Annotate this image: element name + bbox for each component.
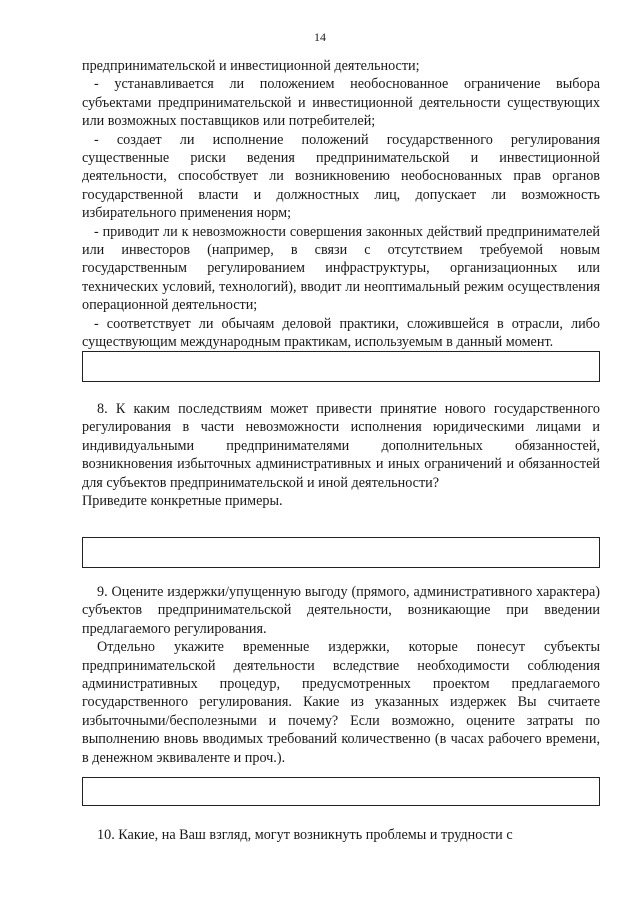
question-9-text-2: Отдельно укажите временные издержки, которые понесут субъекты предпринимательской деятельности вследствие необходимости соблюдения административных процедур, предусмотренных проектом предлагаемого государственного регулирования. Какие из указанных издержек Вы считаете избыточными/бесполезными и почему? Если возможно, оцените затраты по выполнению вновь вводимых требований количественно (в часах рабочего времени, в денежном эквиваленте и проч.). — [82, 639, 600, 766]
question-10 — [82, 826, 600, 844]
criteria-item: - приводит ли к невозможности совершения законных действий предпринимателей или инвесторов (например, в связи с отсутствием требуемой новым государственным регулированием инфраструктуры, организационных или технических условий, технологий), вводит ли неоптимальный режим осуществления операционной деятельности; — [82, 223, 600, 314]
criteria-item: - соответствует ли обычаям деловой практики, сложившейся в отрасли, либо существующим международным практикам, используемым в данный момент. — [82, 315, 600, 351]
question-8-note: Приведите конкретные примеры. — [82, 493, 283, 510]
criteria-item: - устанавливается ли положением необоснованное ограничение выбора субъектами предпринимательской и инвестиционной деятельности существующих или возможных поставщиков или потребителей; — [82, 76, 600, 130]
question-9-text: 9. Оцените издержки/упущенную выгоду (прямого, административного характера) субъектов предпринимательской деятельности, возникающие при введении предлагаемого регулирования. — [82, 584, 600, 637]
criteria-line: предпринимательской и инвестиционной деятельности; — [82, 58, 420, 74]
answer-field-7[interactable] — [82, 351, 600, 382]
question-8 — [82, 400, 600, 510]
answer-field-8[interactable] — [82, 537, 600, 568]
answer-field-9[interactable] — [82, 777, 600, 806]
criteria-item: - создает ли исполнение положений государственного регулирования существенные риски ведения предпринимательской и инвестиционной деятельности, способствует ли возникновению необоснованных прав органов государственной власти и должностных лиц, допускает ли возможность избирательного применения норм; — [82, 131, 600, 222]
section-criteria — [82, 57, 600, 352]
page-number: 14 — [314, 30, 326, 44]
question-8-text: 8. К каким последствиям может привести принятие нового государственного регулирования в части невозможности исполнения юридическими лицами и индивидуальными предпринимателями дополнительных обязанностей, возникновения избыточных административных и иных ограничений и обязанностей для субъектов предпринимательской и иной деятельности? — [82, 401, 600, 491]
question-9 — [82, 583, 600, 767]
question-10-text: 10. Какие, на Ваш взгляд, могут возникнуть проблемы и трудности с — [97, 827, 513, 843]
